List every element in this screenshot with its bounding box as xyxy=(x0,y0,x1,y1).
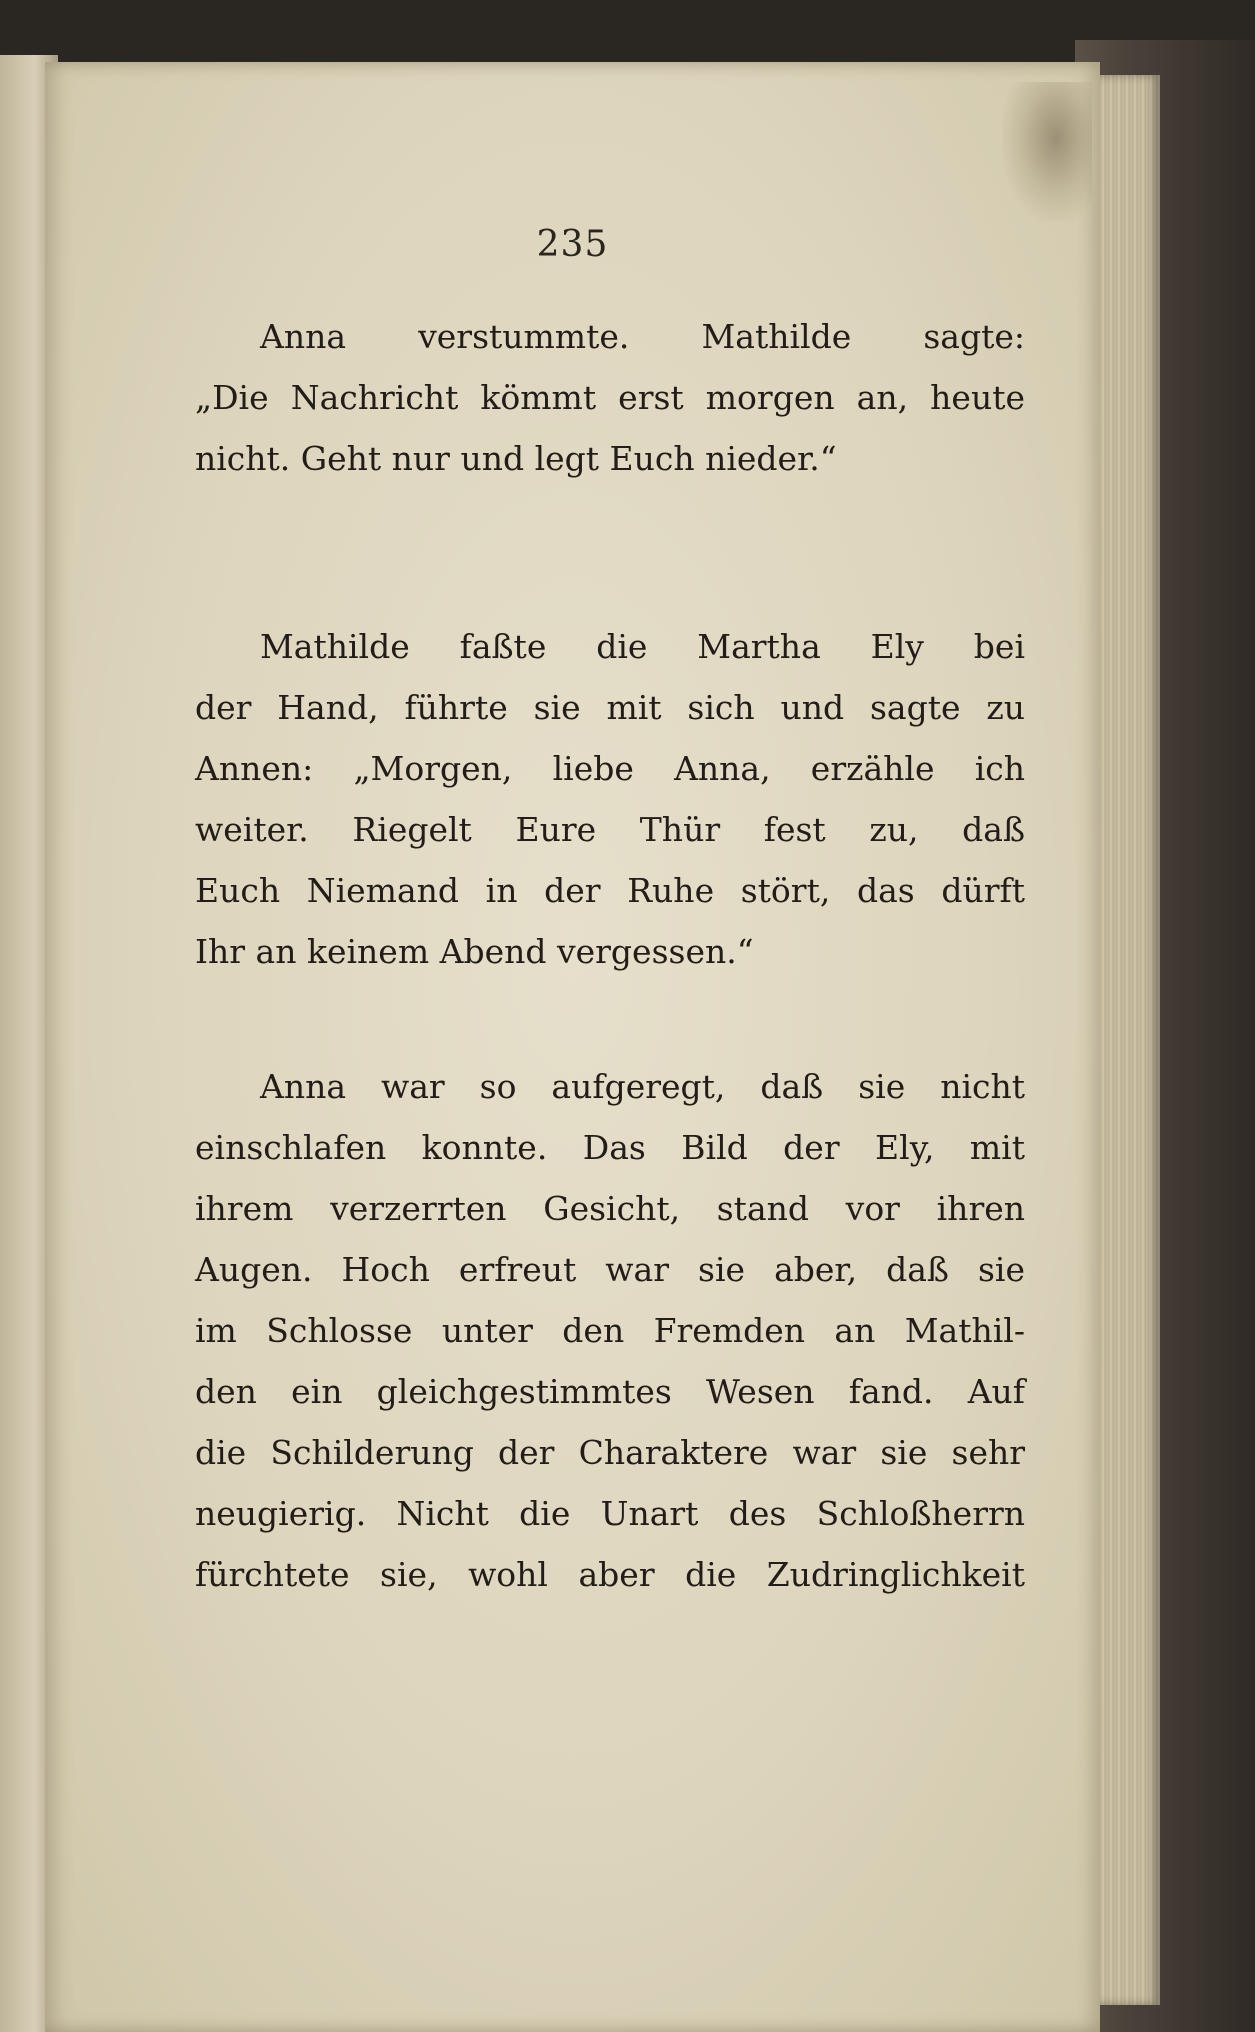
text-line: Ihr an keinem Abend vergessen.“ xyxy=(195,932,754,971)
text-line: „Die Nachricht kömmt erst morgen an, heute xyxy=(195,378,1025,417)
text-line: nicht. Geht nur und legt Euch nieder.“ xyxy=(195,439,837,478)
page-number: 235 xyxy=(536,224,609,265)
text-line: den ein gleichgestimmtes Wesen fand. Auf xyxy=(195,1372,1025,1411)
text-line: Annen: „Morgen, liebe Anna, erzähle ich xyxy=(195,749,1025,788)
book-page xyxy=(45,62,1100,2032)
text-line: Anna verstummte. Mathilde sagte: xyxy=(260,317,1025,356)
text-line: der Hand, führte sie mit sich und sagte zu xyxy=(195,688,1025,727)
text-line: Mathilde faßte die Martha Ely bei xyxy=(260,627,1025,666)
text-line: fürchtete sie, wohl aber die Zudringlichkeit xyxy=(195,1555,1025,1594)
text-line: die Schilderung der Charaktere war sie sehr xyxy=(195,1433,1025,1472)
text-line: neugierig. Nicht die Unart des Schloßherrn xyxy=(195,1494,1025,1533)
text-line: im Schlosse unter den Fremden an Mathil- xyxy=(195,1311,1025,1350)
page-stain xyxy=(1002,82,1092,222)
text-line: weiter. Riegelt Eure Thür fest zu, daß xyxy=(195,810,1025,849)
page-edges xyxy=(1090,75,1160,2005)
text-line: Anna war so aufgeregt, daß sie nicht xyxy=(260,1067,1025,1106)
text-line: ihrem verzerrten Gesicht, stand vor ihren xyxy=(195,1189,1025,1228)
text-line: Euch Niemand in der Ruhe stört, das dürft xyxy=(195,871,1025,910)
text-line: einschlafen konnte. Das Bild der Ely, mit xyxy=(195,1128,1025,1167)
text-line: Augen. Hoch erfreut war sie aber, daß sie xyxy=(195,1250,1025,1289)
